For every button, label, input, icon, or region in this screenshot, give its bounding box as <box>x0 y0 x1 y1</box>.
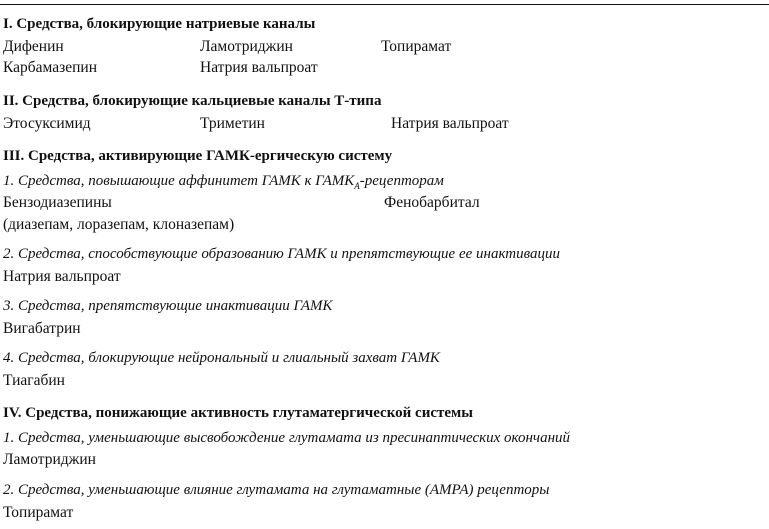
top-rule <box>0 4 769 5</box>
drug-name: Топирамат <box>381 38 452 55</box>
drug-name: Триметин <box>200 115 265 132</box>
drug-name: Ламотриджин <box>200 38 293 55</box>
subsection-3-1-title: 1. Средства, повышающие аффинитет ГАМК к $ГАМК_A$-рецепторам <box>3 173 444 191</box>
section-1-heading: I. Средства, блокирующие натриевые каналы <box>3 16 316 32</box>
drug-name: Дифенин <box>3 38 64 55</box>
subsection-3-3-title: 3. Средства, препятствующие инактивации ГАМК <box>3 298 333 314</box>
subsection-4-1-title: 1. Средства, уменьшающие высвобождение глутамата из пресинаптических окончаний <box>3 430 571 446</box>
drug-name: Натрия вальпроат <box>391 115 509 132</box>
section-4-heading: IV. Средства, понижающие активность глутаматергической системы <box>3 405 473 421</box>
subsection-3-2-title: 2. Средства, способствующие образованию ГАМК и препятствующие ее инактивации <box>3 246 561 262</box>
drug-note: (диазепам, лоразепам, клоназепам) <box>3 216 235 233</box>
drug-name: Натрия вальпроат <box>3 268 121 285</box>
subsection-3-4-title: 4. Средства, блокирующие нейрональный и глиальный захват ГАМК <box>3 350 440 366</box>
drug-name: Фенобарбитал <box>384 194 480 211</box>
drug-name: Тиагабин <box>3 372 65 389</box>
drug-name: Натрия вальпроат <box>200 59 318 76</box>
section-2-heading: II. Средства, блокирующие кальциевые каналы Т-типа <box>3 93 382 109</box>
drug-name: Этосуксимид <box>3 115 91 132</box>
drug-name: Ламотриджин <box>3 451 96 468</box>
subsection-4-2-title: 2. Средства, уменьшающие влияние глутамата на глутаматные (АМРА) рецепторы <box>3 482 550 498</box>
drug-name: Карбамазепин <box>3 59 97 76</box>
drug-name: Бензодиазепины <box>3 194 112 211</box>
drug-name: Топирамат <box>3 504 74 521</box>
section-3-heading: III. Средства, активирующие ГАМК-ергическую систему <box>3 148 393 164</box>
drug-name: Вигабатрин <box>3 320 81 337</box>
